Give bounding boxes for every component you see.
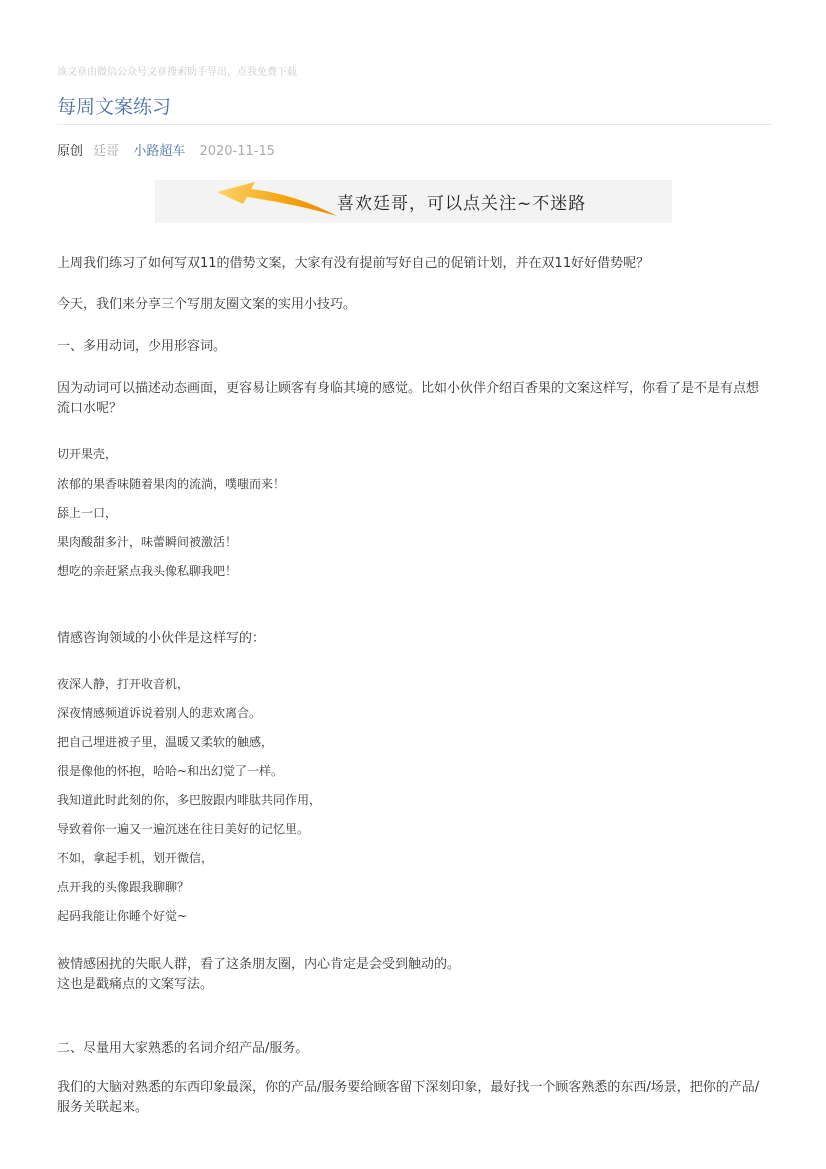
paragraph: 被情感困扰的失眠人群，看了这条朋友圈，内心肯定是会受到触动的。 — [57, 957, 461, 972]
example-line: 把自己埋进被子里，温暖又柔软的触感， — [57, 735, 274, 749]
paragraph: 情感咨询领域的小伙伴是这样写的： — [57, 631, 266, 646]
account-link[interactable]: 小路超车 — [133, 144, 186, 159]
example-line: 浓郁的果香味随着果肉的流淌，噗嗤而来！ — [57, 477, 286, 491]
example-line: 很是像他的怀抱，哈哈~和出幻觉了一样。 — [57, 764, 284, 778]
example-line: 舔上一口， — [57, 506, 118, 520]
follow-banner — [155, 180, 672, 223]
paragraph: 因为动词可以描述动态画面，更容易让顾客有身临其境的感觉。比如小伙伴介绍百香果的文案这样写，你看了是不是有点想流口水呢？ — [57, 381, 760, 416]
publish-date: 2020-11-15 — [199, 144, 276, 159]
original-badge: 原创 — [57, 144, 84, 159]
article-title: 每周文案练习 — [57, 96, 172, 118]
example-line: 夜深人静，打开收音机， — [57, 677, 190, 691]
example-line: 深夜情感频道诉说着别人的悲欢离合。 — [57, 706, 262, 720]
banner-text: 喜欢廷哥，可以点关注~不迷路 — [337, 194, 587, 214]
example-line: 点开我的头像跟我聊聊？ — [57, 880, 190, 894]
section1-heading: 一、多用动词，少用形容词。 — [57, 339, 227, 354]
paragraph: 今天，我们来分享三个写朋友圈文案的实用小技巧。 — [57, 297, 357, 312]
example-line: 想吃的亲赶紧点我头像私聊我吧！ — [57, 564, 238, 578]
section2-heading: 二、尽量用大家熟悉的名词介绍产品/服务。 — [57, 1041, 309, 1056]
export-note-link[interactable]: 该文章由微信公众号文章搜索助手导出，点我免费下载 — [57, 67, 297, 78]
paragraph: 上周我们练习了如何写双11的借势文案，大家有没有提前写好自己的促销计划，并在双11好好借势呢？ — [57, 256, 650, 271]
author-name: 廷哥 — [93, 144, 120, 159]
paragraph: 我们的大脑对熟悉的东西印象最深，你的产品/服务要给顾客留下深刻印象，最好找一个顾客熟悉的东西/场景，把你的产品/服务关联起来。 — [57, 1080, 760, 1115]
example-line: 起码我能让你睡个好觉~ — [57, 909, 188, 923]
example-line: 切开果壳， — [57, 447, 118, 461]
example-line: 我知道此时此刻的你，多巴胺跟内啡肽共同作用， — [57, 793, 322, 807]
example-line: 不如，拿起手机，划开微信， — [57, 851, 214, 865]
example-line: 导致着你一遍又一遍沉迷在往日美好的记忆里。 — [57, 822, 310, 836]
article-meta — [57, 140, 275, 159]
arrow-icon — [155, 180, 355, 223]
title-divider — [57, 124, 771, 125]
paragraph: 这也是戳痛点的文案写法。 — [57, 977, 214, 992]
example-line: 果肉酸甜多汁，味蕾瞬间被激活！ — [57, 535, 238, 549]
